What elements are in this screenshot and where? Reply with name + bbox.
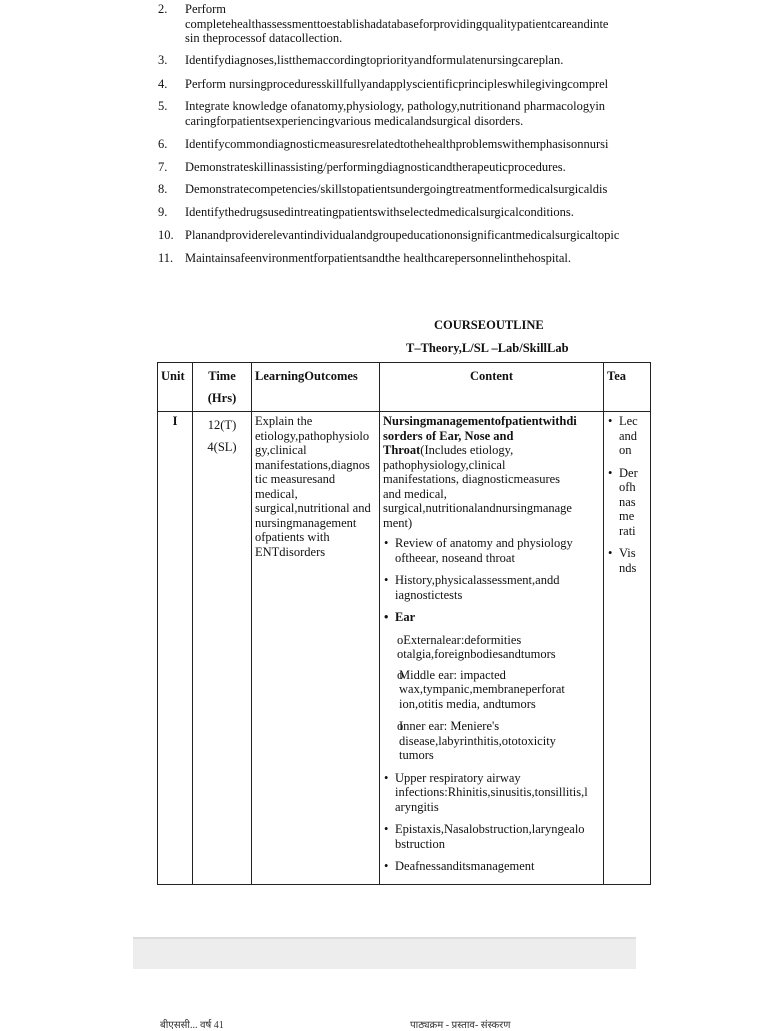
content-heading: Nursingmanagementofpatientwithdi sorders of Ear, Nose and Throat (383, 414, 577, 457)
list-item: o Middle ear: impacted wax,tympanic,membraneperforat ion,otitis media, andtumors (383, 668, 600, 712)
footer-middle-text: पाठ्यक्रम - प्रस्ताव- संस्करण (410, 1020, 511, 1031)
page-break-band (133, 937, 636, 969)
list-item: • Ear (383, 610, 600, 625)
header-time: Time (Hrs) (193, 363, 252, 412)
list-item: • History,physicalassessment,andd iagnostictests (383, 573, 600, 602)
table-row (158, 412, 651, 885)
footer-left-text: बीएससी... वर्ष 41 (160, 1020, 224, 1031)
document-page: 2. Perform completehealthassessmenttoestablishadatabaseforprovidingqualitypatientcareandinte sin theprocessof datacollection. 3. Identifydiagnoses,listthemaccordingtopriorityandformulatenursingcareplan. 4. Perform nursingproceduresskillfullyandapplyscientificprincipleswhilegivingcomprel 5. Integrate knowledge ofanatomy,physiology, pathology,nutritionand pharmacologyin caringforpatientsexperiencingvarious medicalandsurgical disorders. 6. Identifycommondiagnosticmeasuresrelatedtothehealthproblemswithemphasisonnursi 7. Demonstrateskillinassisting/performingdiagnosticandtherapeuticprocedures. 8. Demonstratecompetencies/skillstopatientsundergoingtreatmentformedicalsurgicaldis 9. Identifythedrugsusedintreatingpatientswithselectedmedicalsurgicalconditions. 10. Planandproviderelevantindividualandgroupeducationonsignificantmedicalsurgicaltopic 11. Maintainsafeenvironmentforpatientsandthe healthcarepersonnelinthehospital. COURSEOUTLINE T–Theory,L/SL –Lab/SkillLab Unit Time (Hrs) LearningOutcomes Content Tea I 12(T) 4(SL) Explain the etiology,pathophysiolo gy,clinical manifestations,diagnos tic measuresand medical, surgical,nutritional and nursingmanagement ofpatients with ENTdisorders Nursingmanagementofpatientwithdi sorders of Ear, Nose and Throat(Includes etiology, pathophysiology,clinical manifestations, diagnosticmeasures and medical, surgical,nutritionalandnursingmanage ment) • Review of anatomy and physiology oftheear, noseand throat • History,physicalassessment,andd iagnostictests • Ear oExternalear:deformities otalgia,foreignbodiesandtumors o Middle ear: impacted wax,tympanic,membraneperforat ion,otitis media, andtumors o Inner ear: Meniere's disease,labyrinthitis,ototoxicity tumors • Upper respiratory airway infections:Rhinitis,sinusitis,tonsillitis,l aryngitis • Epistaxis,Nasalobstruction,laryngealo bstruction • Deafnessanditsmanagement • Lec and on • Der ofh nas me rati • Vis nds बीएससी... वर्ष 41 पाठ्यक्रम - प्रस्ताव- संस्करण (0, 0, 636, 1024)
content-list (383, 536, 600, 874)
header-learning-outcomes: LearningOutcomes (252, 363, 380, 412)
list-item: • Epistaxis,Nasalobstruction,laryngealo bstruction (383, 822, 600, 851)
list-item: • Upper respiratory airway infections:Rhinitis,sinusitis,tonsillitis,l aryngitis (383, 771, 600, 815)
header-unit: Unit (158, 363, 193, 412)
table-header-row (158, 363, 651, 412)
header-content: Content (380, 363, 604, 412)
list-item: • Deafnessanditsmanagement (383, 859, 600, 874)
list-item: o Inner ear: Meniere's disease,labyrinthitis,ototoxicity tumors (383, 719, 600, 763)
list-item: oExternalear:deformities otalgia,foreignbodiesandtumors (397, 632, 556, 661)
course-outline-table (157, 362, 651, 885)
header-teaching: Tea (604, 363, 651, 412)
course-outline-subtitle: T–Theory,L/SL –Lab/SkillLab (406, 341, 569, 355)
list-item: • Review of anatomy and physiology oftheear, noseand throat (383, 536, 600, 565)
cell-content (380, 412, 604, 885)
cell-teaching (604, 412, 651, 885)
cell-learning-outcomes: Explain the etiology,pathophysiolo gy,clinical manifestations,diagnos tic measuresand medical, surgical,nutritional and nursingmanagement ofpatients with ENTdisorders (252, 412, 380, 885)
content-intro: Nursingmanagementofpatientwithdi sorders of Ear, Nose and Throat(Includes etiology, pathophysiology,clinical manifestations, diagnosticmeasures and medical, surgical,nutritionalandnursingmanage ment) (383, 414, 577, 530)
cell-time: 12(T) 4(SL) (193, 412, 252, 885)
cell-unit: I (158, 412, 193, 885)
list-item: • Vis nds (607, 546, 647, 575)
list-item: • Lec and on (607, 414, 647, 458)
list-item: • Der ofh nas me rati (607, 466, 647, 539)
course-outline-title: COURSEOUTLINE (434, 318, 544, 332)
teaching-list (607, 414, 647, 575)
